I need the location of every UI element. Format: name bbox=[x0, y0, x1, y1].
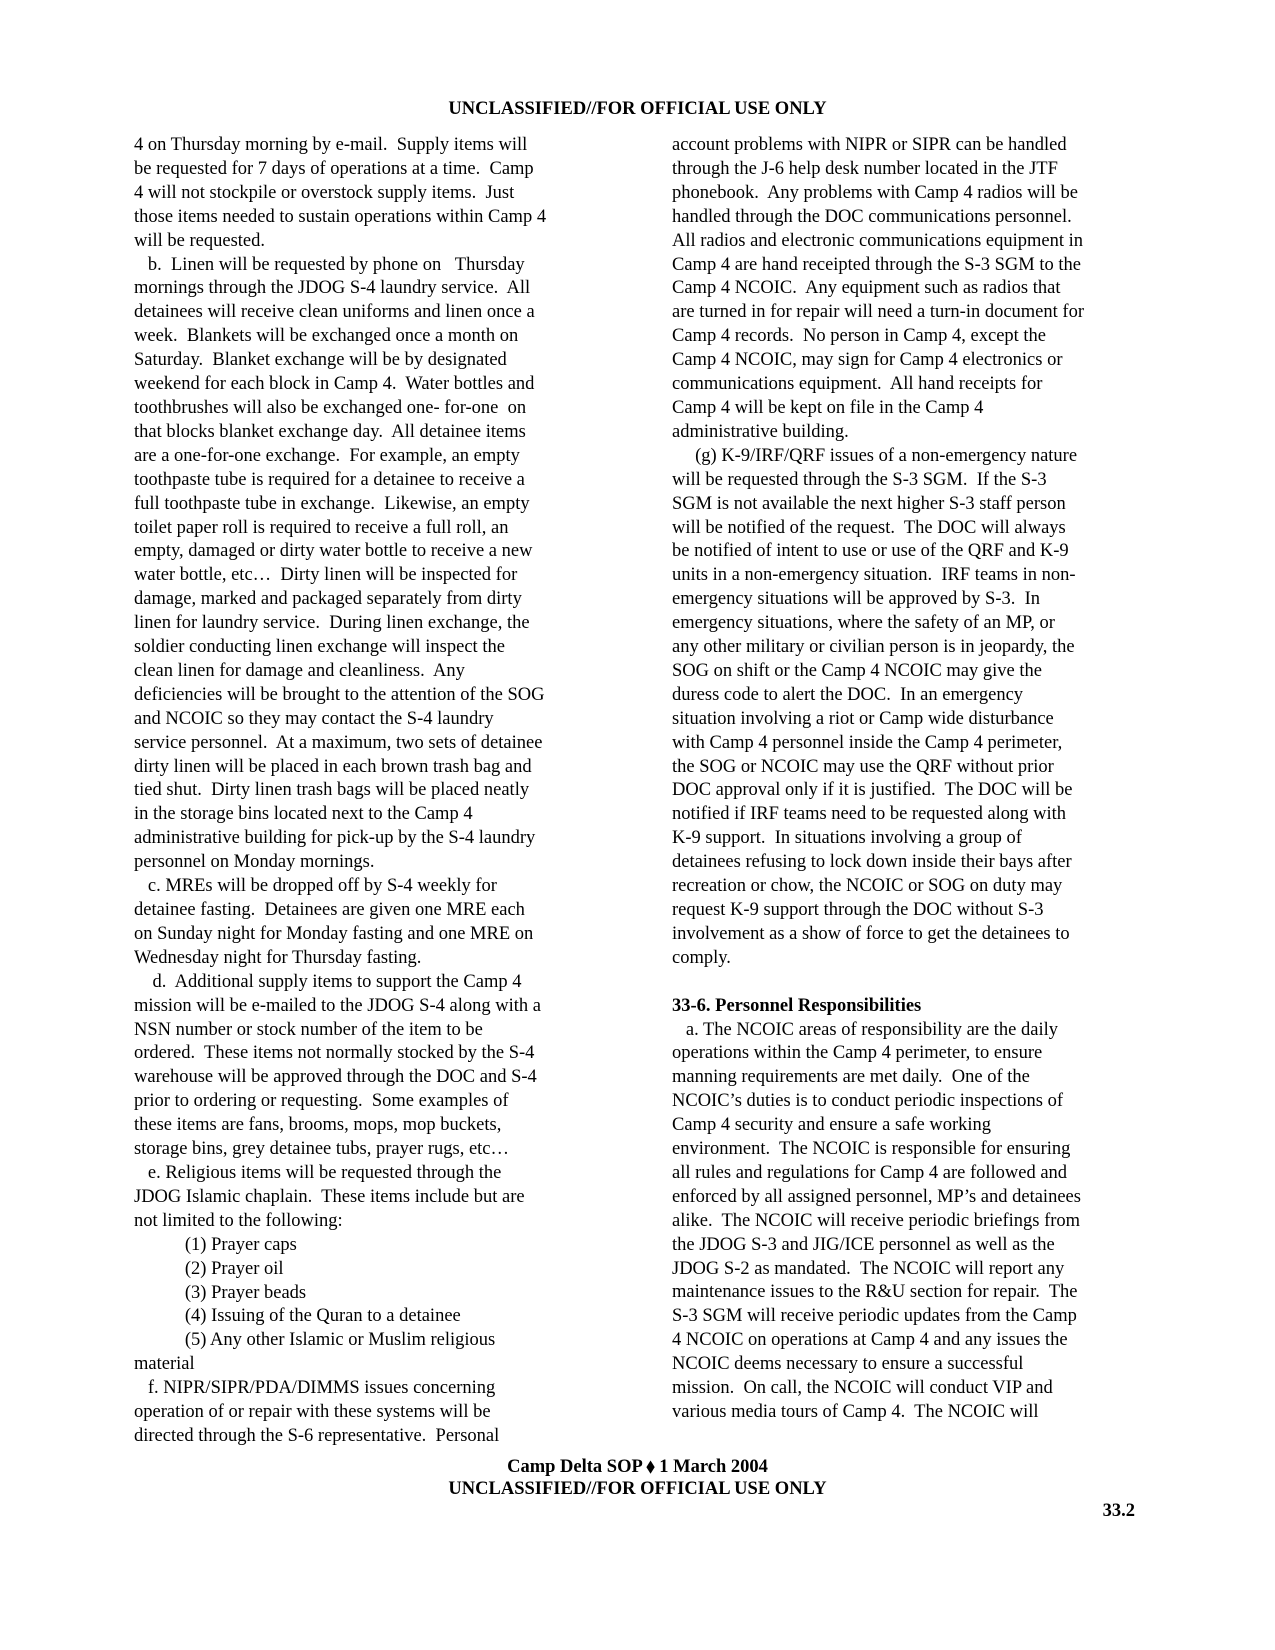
text-line: emergency situations, where the safety of an MP, or bbox=[672, 613, 1055, 634]
text-line: handled through the DOC communications personnel. bbox=[672, 206, 1072, 227]
text-line: in the storage bins located next to the Camp 4 bbox=[134, 804, 473, 825]
text-line: mission will be e-mailed to the JDOG S-4 along with a bbox=[134, 995, 541, 1016]
text-line: storage bins, grey detainee tubs, prayer rugs, etc… bbox=[134, 1139, 510, 1160]
page-footer bbox=[0, 1456, 1275, 1500]
text-line: communications equipment. All hand receipts for bbox=[672, 374, 1043, 395]
text-line: notified if IRF teams need to be requested along with bbox=[672, 804, 1067, 825]
text-line: on Sunday night for Monday fasting and one MRE on bbox=[134, 923, 534, 944]
text-line: (2) Prayer oil bbox=[134, 1258, 284, 1279]
text-line: K-9 support. In situations involving a group of bbox=[672, 828, 1022, 849]
text-line: Camp 4 NCOIC. Any equipment such as radios that bbox=[672, 278, 1061, 299]
section-heading: 33-6. Personnel Responsibilities bbox=[672, 995, 922, 1016]
text-line: Camp 4 security and ensure a safe working bbox=[672, 1115, 992, 1136]
text-line: NCOIC’s duties is to conduct periodic inspections of bbox=[672, 1091, 1064, 1112]
text-line: a. The NCOIC areas of responsibility are the daily bbox=[672, 1019, 1058, 1040]
text-line: that blocks blanket exchange day. All detainee items bbox=[134, 421, 526, 442]
text-line: NSN number or stock number of the item to be bbox=[134, 1019, 483, 1040]
text-line: detainees refusing to lock down inside their bays after bbox=[672, 852, 1072, 873]
text-line: 4 will not stockpile or overstock supply items. Just bbox=[134, 182, 515, 203]
text-line: ordered. These items not normally stocked by the S-4 bbox=[134, 1043, 535, 1064]
right-column-body-part2 bbox=[672, 1019, 1142, 1425]
text-line: empty, damaged or dirty water bottle to receive a new bbox=[134, 541, 533, 562]
text-line: c. MREs will be dropped off by S-4 weekly for bbox=[134, 876, 497, 897]
text-line: 4 NCOIC on operations at Camp 4 and any issues the bbox=[672, 1330, 1068, 1351]
text-line: full toothpaste tube in exchange. Likewise, an empty bbox=[134, 493, 530, 514]
text-line: comply. bbox=[672, 947, 731, 968]
text-line: SOG on shift or the Camp 4 NCOIC may give the bbox=[672, 660, 1042, 681]
text-line: deficiencies will be brought to the attention of the SOG bbox=[134, 684, 545, 705]
text-line: toilet paper roll is required to receive a full roll, an bbox=[134, 517, 509, 538]
text-line: JDOG S-2 as mandated. The NCOIC will report any bbox=[672, 1258, 1065, 1279]
text-line: administrative building. bbox=[672, 421, 849, 442]
text-line: with Camp 4 personnel inside the Camp 4 perimeter, bbox=[672, 732, 1063, 753]
text-line: Saturday. Blanket exchange will be by designated bbox=[134, 350, 507, 371]
text-line: involvement as a show of force to get the detainees to bbox=[672, 923, 1070, 944]
right-column bbox=[672, 134, 1142, 1425]
text-line: recreation or chow, the NCOIC or SOG on duty may bbox=[672, 876, 1063, 897]
right-column-body-part1 bbox=[672, 134, 1142, 971]
text-line: detainee fasting. Detainees are given one MRE each bbox=[134, 900, 525, 920]
text-line: service personnel. At a maximum, two sets of detainee bbox=[134, 732, 543, 753]
text-line: be notified of intent to use or use of the QRF and K-9 bbox=[672, 541, 1069, 562]
text-line: manning requirements are met daily. One of the bbox=[672, 1067, 1030, 1088]
footer-document-title: Camp Delta SOP ⬧ 1 March 2004 bbox=[507, 1457, 768, 1477]
section-gap bbox=[672, 971, 1142, 995]
text-line: weekend for each block in Camp 4. Water bottles and bbox=[134, 374, 535, 395]
text-line: prior to ordering or requesting. Some examples of bbox=[134, 1091, 509, 1112]
text-line: not limited to the following: bbox=[134, 1210, 343, 1231]
text-line: d. Additional supply items to support the Camp 4 bbox=[134, 971, 522, 992]
text-line: enforced by all assigned personnel, MP’s and detainees bbox=[672, 1186, 1081, 1207]
text-line: toothpaste tube is required for a detainee to receive a bbox=[134, 469, 525, 490]
text-line: are a one-for-one exchange. For example, an empty bbox=[134, 445, 520, 466]
text-line: (g) K-9/IRF/QRF issues of a non-emergency nature bbox=[672, 445, 1078, 466]
text-line: Camp 4 are hand receipted through the S-3 SGM to the bbox=[672, 254, 1081, 275]
text-line: will be notified of the request. The DOC will always bbox=[672, 517, 1066, 538]
text-line: (4) Issuing of the Quran to a detainee bbox=[134, 1306, 461, 1327]
text-line: maintenance issues to the R&U section for repair. The bbox=[672, 1282, 1078, 1303]
text-line: operations within the Camp 4 perimeter, to ensure bbox=[672, 1043, 1043, 1064]
text-line: e. Religious items will be requested through the bbox=[134, 1162, 502, 1183]
text-line: environment. The NCOIC is responsible for ensuring bbox=[672, 1139, 1071, 1160]
text-line: mornings through the JDOG S-4 laundry service. All bbox=[134, 278, 531, 299]
text-line: these items are fans, brooms, mops, mop buckets, bbox=[134, 1115, 502, 1136]
text-line: duress code to alert the DOC. In an emergency bbox=[672, 684, 1024, 705]
text-line: 4 on Thursday morning by e-mail. Supply items will bbox=[134, 135, 528, 155]
text-line: all rules and regulations for Camp 4 are followed and bbox=[672, 1162, 1068, 1183]
text-line: (3) Prayer beads bbox=[134, 1282, 307, 1303]
text-line: alike. The NCOIC will receive periodic briefings from bbox=[672, 1210, 1081, 1231]
text-line: Wednesday night for Thursday fasting. bbox=[134, 947, 422, 968]
text-line: administrative building for pick-up by the S-4 laundry bbox=[134, 828, 536, 849]
page-number: 33.2 bbox=[1102, 1501, 1135, 1521]
text-line: Camp 4 will be kept on file in the Camp 4 bbox=[672, 397, 984, 418]
text-line: damage, marked and packaged separately from dirty bbox=[134, 589, 522, 610]
text-line: All radios and electronic communications equipment in bbox=[672, 230, 1084, 251]
text-line: personnel on Monday mornings. bbox=[134, 852, 375, 873]
text-line: the JDOG S-3 and JIG/ICE personnel as well as the bbox=[672, 1234, 1055, 1255]
text-line: material bbox=[134, 1354, 195, 1375]
text-line: dirty linen will be placed in each brown trash bag and bbox=[134, 756, 532, 777]
text-line: (1) Prayer caps bbox=[134, 1234, 297, 1255]
text-line: directed through the S-6 representative. Personal bbox=[134, 1425, 500, 1446]
text-line: clean linen for damage and cleanliness. Any bbox=[134, 660, 465, 681]
text-line: those items needed to sustain operations within Camp 4 bbox=[134, 206, 547, 227]
footer-classification: UNCLASSIFIED//FOR OFFICIAL USE ONLY bbox=[448, 1479, 827, 1499]
text-line: situation involving a riot or Camp wide disturbance bbox=[672, 708, 1054, 729]
text-line: NCOIC deems necessary to ensure a successful bbox=[672, 1354, 1024, 1375]
text-line: will be requested through the S-3 SGM. If the S-3 bbox=[672, 469, 1047, 490]
text-line: are turned in for repair will need a turn-in document for bbox=[672, 302, 1084, 323]
left-column bbox=[134, 134, 604, 1449]
text-line: various media tours of Camp 4. The NCOIC will bbox=[672, 1402, 1039, 1423]
text-line: emergency situations will be approved by S-3. In bbox=[672, 589, 1041, 610]
text-line: toothbrushes will also be exchanged one- for-one on bbox=[134, 397, 527, 418]
text-line: water bottle, etc… Dirty linen will be inspected for bbox=[134, 565, 518, 586]
text-line: through the J-6 help desk number located in the JTF bbox=[672, 158, 1058, 179]
text-line: Camp 4 NCOIC, may sign for Camp 4 electronics or bbox=[672, 350, 1063, 371]
text-line: any other military or civilian person is in jeopardy, the bbox=[672, 637, 1075, 658]
text-line: the SOG or NCOIC may use the QRF without prior bbox=[672, 756, 1054, 777]
text-line: account problems with NIPR or SIPR can be handled bbox=[672, 135, 1067, 155]
text-line: units in a non-emergency situation. IRF teams in non- bbox=[672, 565, 1076, 586]
text-line: (5) Any other Islamic or Muslim religious bbox=[134, 1330, 496, 1351]
text-line: operation of or repair with these systems will be bbox=[134, 1402, 491, 1423]
page-header-classification: UNCLASSIFIED//FOR OFFICIAL USE ONLY bbox=[448, 99, 827, 119]
text-line: request K-9 support through the DOC without S-3 bbox=[672, 900, 1044, 920]
text-line: DOC approval only if it is justified. The DOC will be bbox=[672, 780, 1073, 801]
text-line: S-3 SGM will receive periodic updates from the Camp bbox=[672, 1306, 1077, 1327]
text-line: will be requested. bbox=[134, 230, 265, 251]
text-line: soldier conducting linen exchange will inspect the bbox=[134, 637, 505, 658]
text-line: phonebook. Any problems with Camp 4 radios will be bbox=[672, 182, 1078, 203]
text-line: warehouse will be approved through the DOC and S-4 bbox=[134, 1067, 537, 1088]
text-line: SGM is not available the next higher S-3 staff person bbox=[672, 493, 1066, 514]
text-line: be requested for 7 days of operations at a time. Camp bbox=[134, 158, 534, 179]
text-line: mission. On call, the NCOIC will conduct VIP and bbox=[672, 1378, 1053, 1399]
text-line: detainees will receive clean uniforms and linen once a bbox=[134, 302, 535, 323]
text-line: JDOG Islamic chaplain. These items include but are bbox=[134, 1186, 525, 1207]
text-line: tied shut. Dirty linen trash bags will be placed neatly bbox=[134, 780, 530, 801]
text-line: b. Linen will be requested by phone on Thursday bbox=[134, 254, 525, 275]
text-line: and NCOIC so they may contact the S-4 laundry bbox=[134, 708, 494, 729]
text-line: week. Blankets will be exchanged once a month on bbox=[134, 326, 519, 347]
text-line: linen for laundry service. During linen exchange, the bbox=[134, 613, 530, 634]
text-line: Camp 4 records. No person in Camp 4, except the bbox=[672, 326, 1047, 347]
text-line: f. NIPR/SIPR/PDA/DIMMS issues concerning bbox=[134, 1378, 496, 1399]
